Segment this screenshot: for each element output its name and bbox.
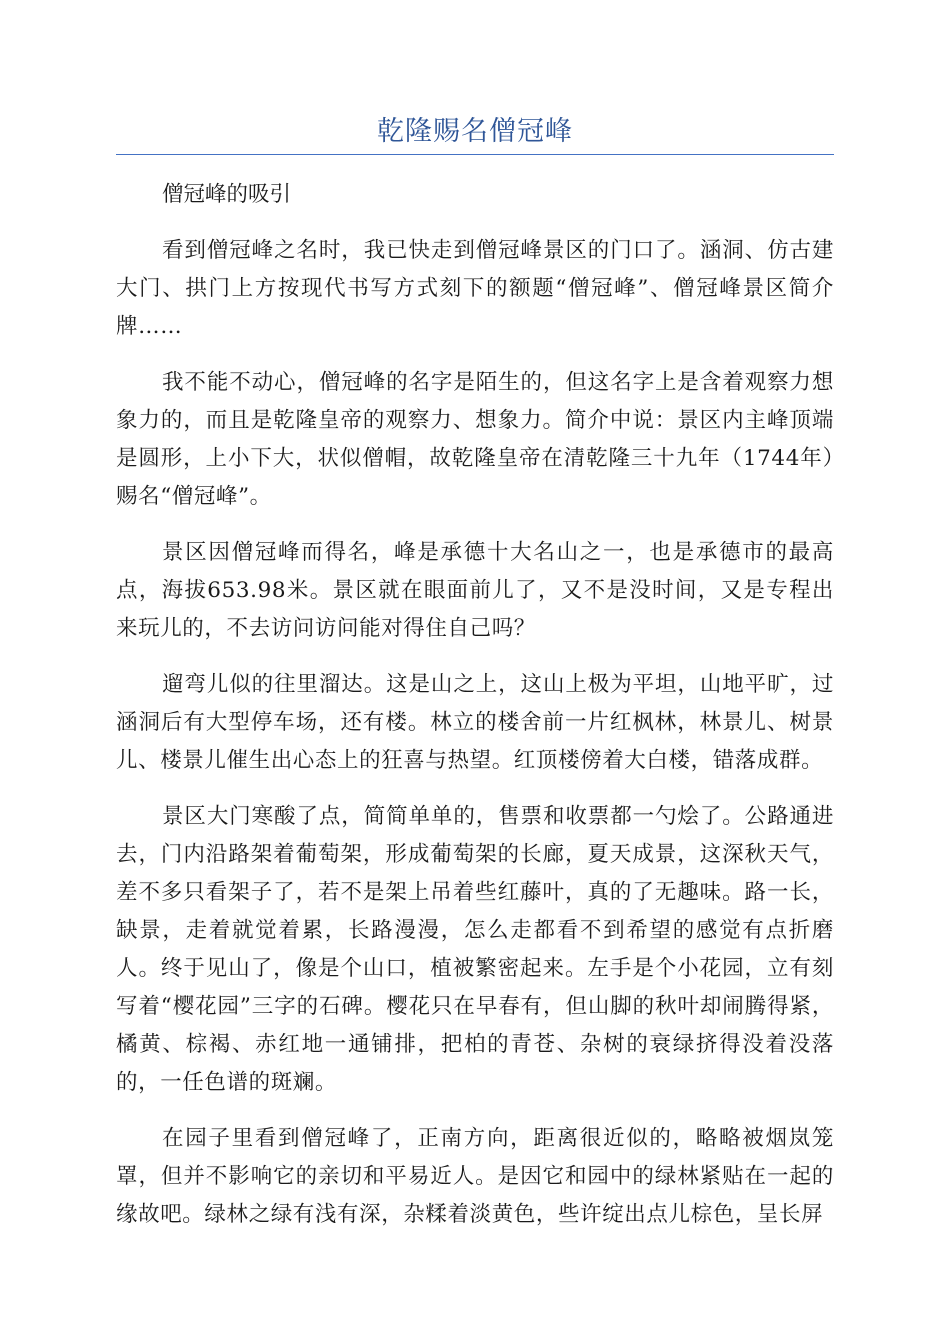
document-body	[116, 176, 834, 1252]
paragraph-5: 景区大门寒酸了点，简简单单的，售票和收票都一勺烩了。公路通进去，门内沿路架着葡萄架，形成葡萄架的长廊，夏天成景，这深秋天气，差不多只看架子了，若不是架上吊着些红藤叶，真的了无趣味。路一长，缺景，走着就觉着累，长路漫漫，怎么走都看不到希望的感觉有点折磨人。终于见山了，像是个山口，植被繁密起来。左手是个小花园，立有刻写着“樱花园”三字的石碑。樱花只在早春有，但山脚的秋叶却闹腾得紧，橘黄、棕褐、赤红地一通铺排，把柏的青苍、杂树的衰绿挤得没着没落的，一任色谱的斑斓。	[116, 804, 834, 1095]
title-underline	[116, 154, 834, 155]
document-title: 乾隆赐名僧冠峰	[377, 116, 573, 147]
paragraph-6: 在园子里看到僧冠峰了，正南方向，距离很近似的，略略被烟岚笼罩，但并不影响它的亲切和平易近人。是因它和园中的绿林紧贴在一起的缘故吧。绿林之绿有浅有深，杂糅着淡黄色，些许绽出点儿棕色，呈长屏	[116, 1126, 834, 1227]
paragraph-3: 景区因僧冠峰而得名，峰是承德十大名山之一，也是承德市的最高点，海拔653.98米。景区就在眼面前儿了，又不是没时间，又是专程出来玩儿的，不去访问访问能对得住自己吗？	[116, 540, 834, 641]
paragraph-2: 我不能不动心，僧冠峰的名字是陌生的，但这名字上是含着观察力想象力的，而且是乾隆皇帝的观察力、想象力。简介中说：景区内主峰顶端是圆形，上小下大，状似僧帽，故乾隆皇帝在清乾隆三十九年（1744年）赐名“僧冠峰”。	[116, 370, 834, 509]
section-subtitle: 僧冠峰的吸引	[162, 182, 292, 207]
paragraph-4: 遛弯儿似的往里溜达。这是山之上，这山上极为平坦，山地平旷，过涵洞后有大型停车场，还有楼。林立的楼舍前一片红枫林，林景儿、树景儿、楼景儿催生出心态上的狂喜与热望。红顶楼傍着大白楼，错落成群。	[116, 672, 834, 773]
paragraph-1: 看到僧冠峰之名时，我已快走到僧冠峰景区的门口了。涵洞、仿古建大门、拱门上方按现代书写方式刻下的额题“僧冠峰”、僧冠峰景区简介牌……	[116, 238, 834, 339]
